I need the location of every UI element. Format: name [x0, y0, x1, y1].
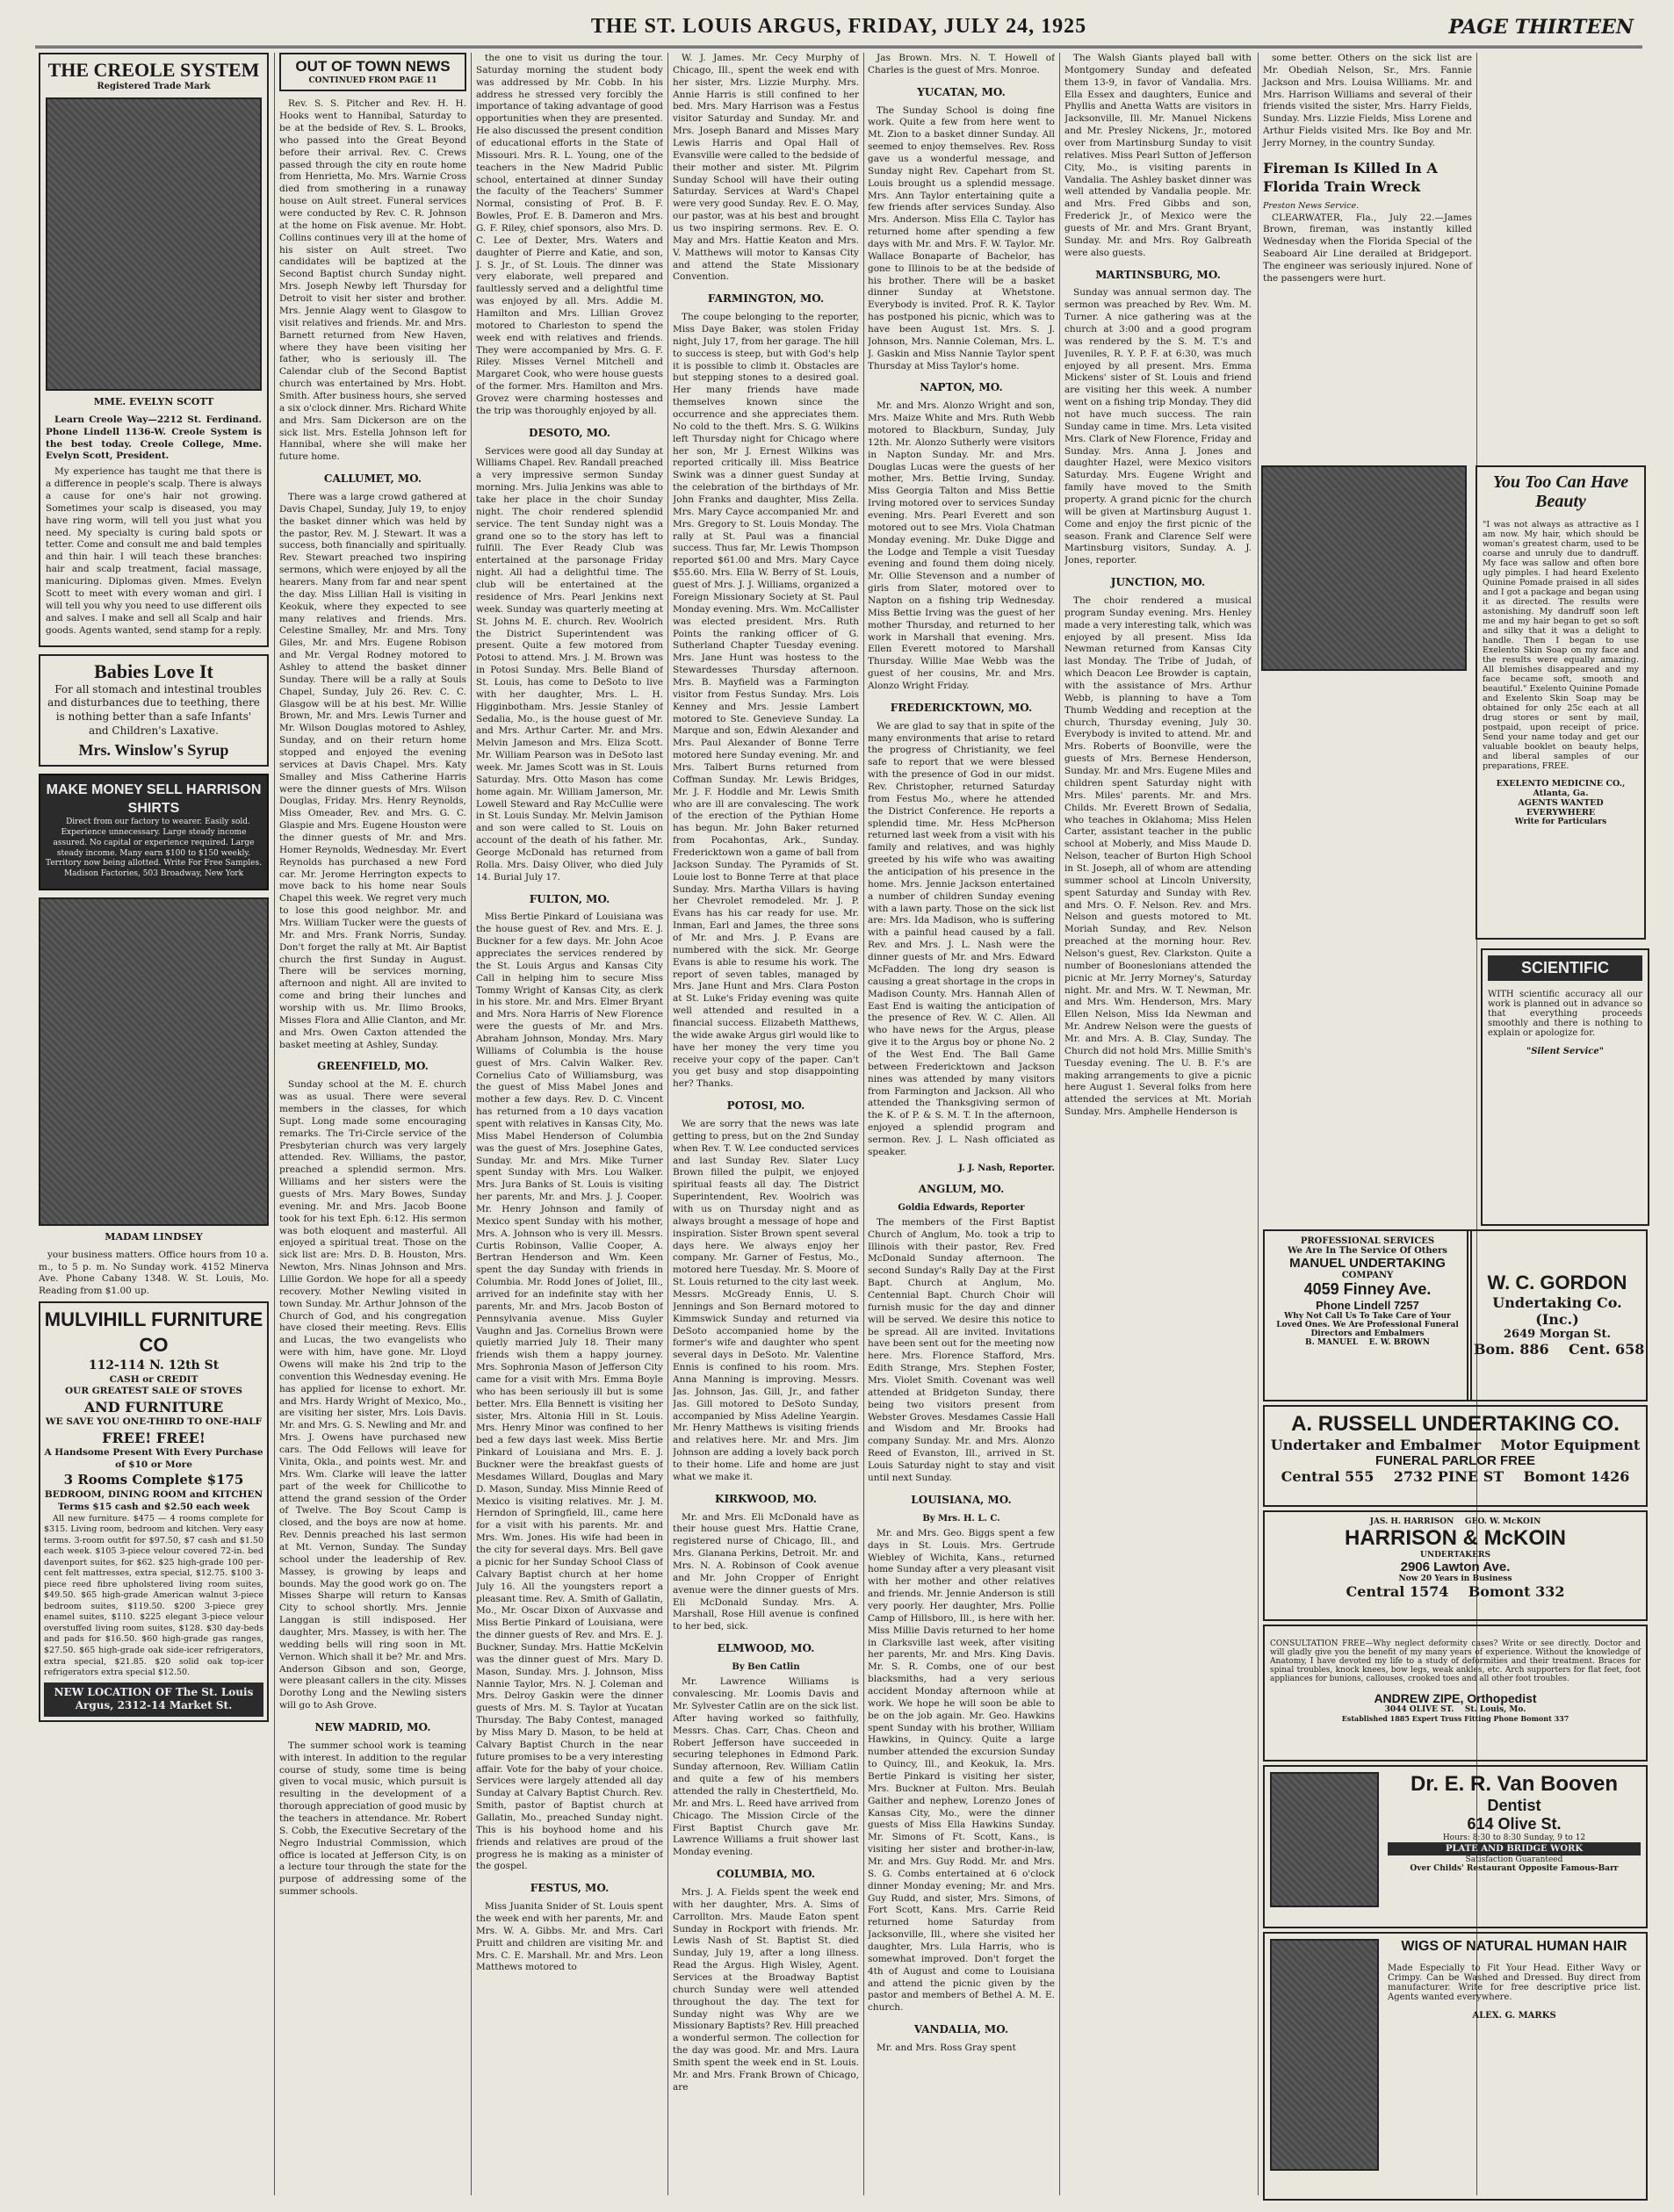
dentist-location: Over Childs' Restaurant Opposite Famous-Barr	[1410, 1864, 1619, 1873]
column-1	[39, 53, 269, 2195]
mulvihill-line: OUR GREATEST SALE OF STOVES	[65, 1386, 242, 1397]
mulvihill-line: AND FURNITURE	[83, 1399, 224, 1416]
mulvihill-line: Terms $15 cash and $2.50 each week	[57, 1501, 250, 1512]
fireman-headline: Fireman Is Killed In A Florida Train Wreck	[1263, 159, 1438, 195]
continued-note: CONTINUED FROM PAGE 11	[308, 76, 437, 86]
section-heading: POTOSI, MO.	[726, 1099, 805, 1113]
russell-undertaking-ad	[1263, 1405, 1648, 1507]
creole-body: My experience has taught me that there is a difference in people's scalp. There is always a cause for one's hair not growing. Sometimes your scalp is diseased, you may have ring worm, will tell you just what you need. My specialty is curing bald spots or tetter. Come and consult me and bald temples and thin hair. I will teach these branches: hair and scalp treatment, facial massage, manicuring. Diplomas given. Mmes. Evelyn Scott to meet with every woman and girl. I will tell you why you need to use different oils and salves. I make and sell all Scalp and hair goods. Agents wanted, send stamp for a reply.	[46, 466, 262, 636]
lindsey-caption: MADAM LINDSEY	[105, 1231, 203, 1243]
silent-service: "Silent Service"	[1526, 1047, 1604, 1056]
wigs-company: ALEX. G. MARKS	[1472, 2011, 1556, 2021]
article-text: Mr. and Mrs. Alonzo Wright and son, Mrs. Maize White and Mrs. Ruth Webb motored to Blackburn, Sunday, July 12th. Mr. Alonzo Sutherly were visitors in Napton Sunday. Mr. and Mrs. Douglas Lucas were the guests of her mother, Mrs. Bettie Irving, Sunday. Miss Georgia Talton and Miss Bettie Irving motored over to services Sunday evening. Mrs. Pearl Everett and son motored out to see Mrs. Viola Chatman Monday evening. Mr. Duke Digge and the Lodge and Temple a visit Tuesday evening and found them doing nicely. Mr. Ollie Stevenson and a number of girls from Slater, motored over to Napton on a fishing trip Wednesday. Miss Bettie Irving was the guest of her mother Thursday, and returned to her work in Marshall that evening. Mrs. Ellen Everett motored to Marshall Thursday. Willie Mae Webb was the guest of her cousins, Mr. and Mrs. Alonzo Wright Friday.	[868, 400, 1055, 692]
section-heading: NAPTON, MO.	[920, 381, 1003, 394]
portrait-photo	[46, 97, 262, 391]
manuel-phone: Phone Lindell 7257	[1316, 1299, 1419, 1312]
article-text: Miss Bertie Pinkard of Louisiana was the house guest of Rev. and Mrs. E. J. Buckner for a few days. Mr. John Acoe appreciates the services rendered by the St. Louis Argus and Kansas City Call in helping him to secure Miss Tommy Wright of Kansas City, as clerk in his store. Mr. and Mrs. Elmer Bryant and Mrs. Nora Harris of New Florence were the guests of Mr. and Mrs. Abraham Johnson, Monday. Mrs. Mary Williams of Columbia is the house guest of Mrs. Calvin Walker. Rev. Cornelius Cato of Williamsburg, was the guest of Miss Mabel Jones and mother a few days. Rev. D. C. Vincent has returned from a 10 days vacation spent with relatives in Kansas City, Mo. Miss Mabel Henderson of Columbia was the guest of Mrs. Josephine Gates, Sunday. Mr. and Mrs. Mike Turner spent Sunday with Mrs. Lou Walker. Mrs. Jura Banks of St. Louis is visiting her parents, Mr. and Mrs. J. J. Cooper. Mr. Henry Johnson and family of Mexico spent Sunday with his mother, Mrs. A. Johnson who is very ill. Messrs. Curtis Robinson, Vallie Cooper, A. Bertran Henderson and Wm. Keen spent the day Sunday with friends in Columbia. Mr. Rodd Jones of Joliet, Ill., arrived for an indefinite stay with her parents, Mr. and Mrs. Jacob Boston of Pennsylvania avenue. Miss Guyler Vaughn and Jas. Cornelius Brown were quietly married July 18. Their many friends wish them a happy journey. Mrs. Sophronia Mason of Jefferson City came for a visit with Mrs. Emma Boyle who has been seriously ill but is some better. Mrs. Ella Bennett is visiting her sister, Mrs. Altonia Hill in St. Louis. Mrs. Henry Minor was confined to her bed a few days last week. Miss Bertie Pinkard of Louisiana and Mrs. E. J. Buckner were the breakfast guests of Mesdames Willard, Douglas and Mary D. Mason, Sunday. Miss Minnie Reed of Mexico is visiting relatives. Mr. J. M. Herndon of Springfield, Ill., came here for a visit with his parents. Mr. and Mrs. Wm. Jones. His wife had been in the city for several days. Mrs. Bell gave a picnic for her Sunday School Class of Calvary Baptist church at her home July 16. All the youngsters report a pleasant time. Rev. A. Smith of Gallatin, Mo., Mr. Oscar Dixon of Auxvasse and Miss Bertie Pinkard of Louisiana, were the dinner guests of Rev. and Mrs. E. J. Buckner, Sunday. Mrs. Hattie McKelvin was the dinner guest of Mrs. Mary D. Mason, Sunday. Mrs. J. Johnson, Miss Nannie Taylor, Mrs. N. J. Coleman and Mrs. Delroy Gaskin were the dinner guests of Mrs. M. S. Taylor at Yucatan Thursday. The Baby Contest, managed by Miss Mary D. Mason, to be held at Calvary Baptist Church in the near future promises to be a very interesting affair. Vote for the baby of your choice. Services were largely attended all day Sunday at Calvary Baptist Church. Rev. Smith, pastor of Baptist church at Gallatin, Mo., preached Sunday night. This is his boyhood home and his friends and relatives are proud of the progress he is making as a minister of the gospel.	[476, 911, 663, 1872]
masthead-title: THE ST. LOUIS ARGUS, FRIDAY, JULY 24, 1925	[590, 14, 1087, 38]
section-heading: KIRKWOOD, MO.	[715, 1492, 817, 1505]
prof-services-sub: We Are In The Service Of Others	[1288, 1246, 1447, 1256]
article-text: CLEARWATER, Fla., July 22.—James Brown, fireman, was instantly killed Wednesday when the Florida Special of the Seaboard Air Line derailed at Bridgeport. The engineer was seriously injured. None of the passengers were hurt.	[1263, 212, 1472, 284]
write-particulars: Write for Particulars	[1514, 818, 1607, 826]
article-text: Mr. and Mrs. Eli McDonald have as their house guest Mrs. Hattie Crane, registered nurse of Chicago, Ill., and Mrs. Glanana Perkins, Detroit. Mr. and Mrs. N. A. Robinson of Cook avenue and Mr. John Cropper of Enright avenue were the dinner guests of Mrs. Eli McDonald Sunday. Mrs. A. Marshall, Rose Hill avenue is confined to her bed, sick.	[673, 1511, 859, 1632]
column-rule	[863, 53, 864, 2195]
reporter-signature: J. J. Nash, Reporter.	[958, 1163, 1055, 1173]
russell-contact: Central 555 2732 PINE ST Bomont 1426	[1281, 1468, 1630, 1485]
article-text: W. J. James. Mr. Cecy Murphy of Chicago, Ill., spent the week end with her sister, Mrs. Lizzie Murphy. Mrs. Annie Harris is still confined to her bed. Mrs. Mary Harrison was a Festus visitor Saturday and Sunday. Mr. and Mrs. Joseph Banard and Misses Mary Lewis Harris and Opal Hall of Evansville were called to the bedside of their mother and sister. Mt. Pilgrim Sunday School will have their outing Saturday. Services at Ward's Chapel were very good Sunday. Rev. E. O. May, our pastor, was at his best and brought us two inspiring sermons. Rev. E. O. May and Mrs. Hattie Keaton and Mrs. V. Matthews will motor to Kansas City and attend the State Missionary Convention.	[673, 53, 859, 283]
column-7-text	[1263, 53, 1472, 285]
mulvihill-list: All new furniture. $475 — 4 rooms complete for $315. Living room, bedroom and kitchen. Very easy terms. 3-room outfit for $97.50, $7 cash and $1.50 each week. $105 3-piece velour covered 72-in. bed davenport suites, for $62. $25 high-grade 100 per-cent felt mattresses, extra special, $12.75. $100 3-piece reed fibre upholstered living room suites, $49.50. $65 high-grade American walnut 3-piece bedroom suites, $119.50. $200 3-piece grey enamel suites, $110. $225 elegant 3-piece velour overstuffed living room suites, $128. $30 day-beds and pads for $16.50. $60 high-grade gas ranges, $27.50. $65 high-grade oak side-icer refrigerators, extra special, $21.85. $20 solid oak top-icer refrigerators extra special $12.50.	[44, 1513, 263, 1678]
gordon-phone: Bom. 886 Cent. 658	[1474, 1341, 1645, 1358]
mulvihill-title: MULVIHILL FURNITURE CO	[44, 1308, 263, 1357]
column-rule	[471, 53, 472, 2195]
byline: By Mrs. H. L. C.	[922, 1513, 1000, 1524]
column-5	[868, 53, 1055, 2195]
dentist-title: Dentist	[1487, 1797, 1541, 1814]
harrison-years: Now 20 Years in Business	[1398, 1574, 1512, 1583]
harrison-address: 2906 Lawton Ave.	[1400, 1560, 1511, 1574]
article-text: the one to visit us during the tour. Saturday morning the student body was addressed by Mr. Cobb. In his address he stressed very forcibly the importance of taking advantage of good opportunities when they are presented. He also discussed the present condition of educational efforts in the State of Missouri. Mrs. R. L. Young, one of the teachers in the New Madrid Public school, entertained at dinner Sunday the faculty of the Teachers' Summer Normal, consisting of Prof. B. F. Bowles, Prof. E. B. Dameron and Mrs. G. F. Riley, chief sponsors, also Mrs. D. C. Lee of Dexter, Mrs. Waters and daughter of Pierre and Katie, and son, J. S. Jr., of St. Louis. The dinner was very elaborate, well prepared and faultlessly served and a delightful time was enjoyed by all. Mrs. Addie M. Hamilton and Mrs. Lillian Grovez motored to Charleston to spend the week end with relatives and friends. They were accompanied by Mrs. G. F. Riley. Misses Vernel Mitchell and Margaret Cook, who were house guests of the former. Mrs. Hamilton and Mrs. Grovez were charming hostesses and the trip was thoroughly enjoyed by all.	[476, 53, 663, 416]
article-text: Services were good all day Sunday at Williams Chapel. Rev. Randall preached a very impressive sermon Sunday morning. Mrs. Julia Jenkins was able to take her place in the choir Sunday night. The choir rendered splendid service. The tent Sunday night was a grand one so to the story has left to fulfill. The Ever Ready Club was entertained at the parsonage Friday night. All had a delightful time. The club will be entertained at the residence of Mrs. Pearl Jenkins next week. Sunday was quarterly meeting at St. Johns M. E. church. Rev. Woolrich the District Superintendent was present. Quite a few motored from Potosi to attend. Mrs. J. M. Brown was in Potosi Sunday. Mrs. Belle Bland of St. Louis, has come to DeSoto to live with her daughter, Mrs. L. H. Higginbotham. Mrs. Jessie Stanley of Sedalia, Mo., is the house guest of Mr. and Mrs. Arthur Carter. Mr. and Mrs. Melvin Jameson and Mrs. Eliza Scott. Mr. William Pearson was in DeSoto last week. Mr. James Scott was in St. Louis Saturday. Mrs. Otto Mason has come home again. Mr. William Jamerson, Mr. Lowell Steward and Ray McCullie were in St. Louis Sunday. Mr. Melvin Jamison and son were called to St. Louis on account of the death of his father. Mr. George McDonald has returned from Rolla. Mrs. Daisy Oliver, who died July 14. Burial July 17.	[476, 445, 663, 883]
article-text: The Sunday School is doing fine work. Quite a few from here went to Mt. Zion to a basket dinner Sunday. All seemed to enjoy themselves. Rev. Ross gave us a wonderful message, and Sunday night Rev. Capehart from St. Louis brought us a splendid message. Mrs. Ann Taylor entertaining quite a few friends after services Sunday. Also Mrs. Anderson. Miss Ella C. Taylor has returned home after spending a few days with Mr. and Mrs. F. W. Taylor. Mr. Wallace Bonaparte of Bachelor, has gone to Illinois to be at the bedside of his brother. There will be a basket dinner Sunday at Whetstone. Everybody is invited. Prof. R. K. Taylor has postponed his picnic, which was to have been August 1st. Mrs. S. J. Johnson, Mrs. Nannie Coleman, Mrs. L. J. Gaskin and Miss Nannie Taylor spent Thursday at Miss Taylor's home.	[868, 104, 1055, 371]
zipe-established: Established 1885 Expert Truss Fitting Phone Bomont 337	[1341, 1714, 1569, 1723]
wig-model-photo	[1270, 1939, 1379, 2171]
byline: By Ben Catlin	[732, 1662, 800, 1673]
article-text: The choir rendered a musical program Sunday evening. Mrs. Henley made a very interesting talk, which was enjoyed by all present. Miss Ida Newman returned from Kansas City last Monday. The Tribe of Judah, of which Deacon Lee Browder is captain, with the assistance of Mrs. Arthur Webb, is planning to have a Tom Thumb Wedding and reception at the church, Thursday evening, July 30. Everybody is invited to attend. Mr. and Mrs. Roberts of Boonville, were the guests of Mrs. Bernese Henderson, Sunday. Mr. and Mrs. Eugene Miles and children spent Saturday night with Mrs. Miles' parents. Mr. and Mrs. Childs. Mr. Everett Brown of Sedalia, who teaches in Oklahoma; Miss Helen Carter, assistant teacher in the public school at Moberly, and Miss Maude D. Nelson, teacher of Burton High School in St. Joseph, all of whom are attending summer school at Lincoln University, spent Saturday and Sunday with Rev. and Mrs. O. F. Nelson. Rev. and Mrs. Nelson and guests motored to Mt. Moriah Sunday, and Rev. Nelson preached at the morning hour. Rev. Nelson's guest, Rev. Clarkston. Quite a number of Booneslonians attended the picnic at Mr. Jerry Morney's, Saturday night. Mr. and Mrs. W. T. Newman, Mr. and Mrs. Wm. Henderson, Mrs. Mary Ellen Nelson, Miss Ida Newman and Mr. Andrew Nelson were the guests of Mr. and Mrs. A. B. Clay, Sunday. The Church did not hold Mrs. Millie Smith's Tuesday evening. The U. B. F.'s are making arrangements to give a picnic here August 1. Several folks from here attended the services at Mt. Moriah Sunday. Mrs. Amphelle Henderson is	[1064, 595, 1252, 1118]
lindsey-body: your business matters. Office hours from 10 a. m., to 5 p. m. No Sunday work. 4152 Minerva Ave. Phone Cabany 1348. W. St. Louis, Mo. Reading from $1.00 up.	[39, 1249, 269, 1297]
babies-love-it-ad	[39, 654, 269, 766]
article-text: The Walsh Giants played ball with Montgomery Sunday and defeated them 13-9, in favor of Vandalia. Mrs. Ella Essex and daughters, Eunice and Phyllis and Anetta Watts are visitors in Jacksonville, Ill. Mr. Manuel Nickens and Mr. Presley Nickens, Jr., motored over from Martinsburg Sunday to visit relatives. Miss Pearl Sutton of Jefferson City, Mo., is visiting parents in Vandalia. The Ashley basket dinner was well attended by Vandalia people. Mr. and Mrs. Fred Gibbs and son, Frederick Jr., of Mexico were the guests of Mr. and Mrs. Grant Bryant, Sunday. Mr. and Mrs. Roy Galbreath were also guests.	[1064, 53, 1252, 258]
prof-services: PROFESSIONAL SERVICES	[1300, 1236, 1435, 1246]
vanbooven-dentist-ad	[1263, 1765, 1648, 1928]
harrison-phones: Central 1574 Bomont 332	[1346, 1583, 1565, 1600]
section-heading: MARTINSBURG, MO.	[1095, 268, 1221, 281]
zipe-orthopedist-ad	[1263, 1625, 1648, 1762]
shirts-title: MAKE MONEY SELL HARRISON SHIRTS	[46, 782, 262, 816]
creole-lead: Learn Creole Way—2212 St. Ferdinand. Phone Lindell 1136-W. Creole System is the best today. Creole College, Mme. Evelyn Scott, President.	[46, 414, 262, 462]
section-heading: CALLUMET, MO.	[323, 472, 422, 486]
mulvihill-line: A Handsome Present With Every Purchase of $10 or More	[44, 1447, 263, 1471]
article-text: We are glad to say that in spite of the many environments that arise to retard the progress of Christianity, we feel safe to report that we were blessed with the presence of God in our midst. Rev. Christopher, returned Saturday from Festus Mo., where he attended the District Conference. He reports a splendid time. Mr. Hess McPherson returned last week from a visit with his family and relatives, and was highly greeted by his wife who was awaiting the anticipation of his presence in the home. Mrs. Jennie Jackson entertained a number of children Sunday evening with a lawn party. Those on the sick list are: Mrs. Ida Madison, who is suffering with a painful head caused by a fall. Rev. and Mrs. J. L. Nash were the dinner guests of Mr. and Mrs. Edward McFadden. The long dry season is causing a great shortage in the crops in Madison County. Mrs. Hannah Allen of East End is waiting the anticipation of the presence of Rev. W. C. Allen. All who have news for the Argus, please give it to the Argus boy or phone No. 2 of the West End. The Ball Game between Fredericktown and Jackson nines was attended by many visitors from Farmington and Jackson. All who attended the Thanksgiving sermon of the K. of P. & S. M. T. In the afternoon, enjoyed a splendid program and sermon. Rev. J. L. Nash officiated as speaker.	[868, 720, 1055, 1157]
article-text: Mr. and Mrs. Ross Gray spent	[877, 2043, 1016, 2053]
exelento-company: EXELENTO MEDICINE CO., Atlanta, Ga.	[1496, 779, 1626, 798]
section-heading: ANGLUM, MO.	[918, 1182, 1005, 1195]
beauty-body: "I was not always as attractive as I am now. My hair, which should be woman's greatest charm, used to be coarse and unruly due to dandruff. My face was sallow and often bore ugly pimples. I had heard Exelento Quinine Pomade praised in all sides and I got a package and began using it as directed. The results were astonishing. My dandruff soon left me and my hair began to get so soft and silky that it was a delight to handle. Then I began to use Exelento Skin Soap on my face and the results were equally amazing. All blemishes disappeared and my face became soft, smooth and beautiful." Exelento Quinine Pomade and Exelento Skin Soap may be obtained for only 25c each at all drug stores or sent by mail, postpaid, upon receipt of price. Send your name today and get our valuable booklet on beauty helps, and liberal samples of our preparations, FREE.	[1483, 519, 1639, 771]
wigs-ad	[1263, 1932, 1648, 2201]
page-number: PAGE THIRTEEN	[1448, 16, 1634, 39]
beauty-ad-row	[1261, 465, 1646, 940]
article-text: The members of the First Baptist Church of Anglum, Mo. took a trip to Illinois with their pastor, Rev. Fred McDonald Sunday afternoon. The second Sunday's Rally Day at the First Bapt. Church at Anglum, Mo. Centennial Bapt. Church Choir will furnish music for the day and dinner will be served. We desire this notice to be spread. All are invited. Invitations have been sent out for the meeting now here. Mrs. Florence Stafford, Mrs. Edith Strange, Mrs. Stephen Foster, Mrs. Violet Smith. Covenant was well attended at Bridgeton Sunday, there being two visitors present from Webster Groves. Mesdames Cassie Hall and Wisdom and Mr. Brooks had company Sunday. Mr. and Mrs. Alonzo Reed of Evanston, Ill., arrived in St. Louis Saturday night to stay and visit until next Sunday.	[868, 1216, 1055, 1483]
mulvihill-line: 3 Rooms Complete $175	[63, 1472, 244, 1488]
creole-title: THE CREOLE SYSTEM	[47, 59, 260, 81]
mulvihill-line: CASH or CREDIT	[109, 1373, 198, 1385]
article-text: We are sorry that the news was late getting to press, but on the 2nd Sunday when Rev. T. W. Lee conducted services and last Sunday Rev. Slater Lucy Brown filled the pulpit, we enjoyed spiritual feasts all day. The District Superintendent, Rev. Woolrich was with us on Thursday night and as always brought a message of hope and inspiration. Sister Brown spent several days here. We always enjoy her company. Mr. Garner of Festus, Mo., motored here Tuesday. Mr. S. Moore of St. Louis returned to the city last week. Messrs. McGready Ennis, U. S. Jennings and Son Bernard motored to Kimmswick Sunday and returned via DeSoto accompanied home by the former's wife and daughter who spent several days in DeSoto. Mr. Valentine Ennis is confined to his room. Mrs. Anna Manning is improving. Messrs. Jas. Johnson, Jas. Gill, Jr., and father Jas. Gill motored to DeSoto Sunday, accompanied by Miss Adeline Yeargin. Mr. Henry Matthews is visiting friends and relatives here. Mr. and Mrs. Jim Johnson are adding a lovely back porch to their home. Life and home are just what we make it.	[673, 1118, 859, 1482]
column-rule	[274, 53, 275, 2195]
harrison-name: HARRISON & McKOIN	[1344, 1526, 1566, 1550]
article-text: The coupe belonging to the reporter, Miss Daye Baker, was stolen Friday night, July 17, from her garage. The hill to success is steep, but with God's help it is possible to climb it. Obstacles are but stepping stones to a desired goal. Her many friends have made themselves known since the occurrence and she appreciates them. No cold to the theft. Mrs. S. G. Wilkins left Thursday night for Chicago where her son, Mr J. Ernest Wilkins was reported critically ill. Miss Beatrice Swink was a dinner guest Sunday at the celebration of the birthdays of Mr. John Franks and daughter, Miss Zella. Mrs. Mary Cayce accompanied Mr. and Mrs. Gregory to St. Louis Monday. The rally at St. Paul was a financial success. Thus far, Mr. Lewis Thompson reported $61.00 and Mrs. Mary Cayce $55.60. Mrs. Ella W. Berry of St. Louis, guest of Mrs. J. J. Williams, organized a Foreign Missionary Society at St. Paul Monday evening. Mrs. Wm. McCallister was elected president. Mrs. Ruth Points the ranking officer of G. Sutherland Chapter Tuesday evening. Mrs. Jane Hunt was hostess to the Stewardesses Thursday afternoon. Mrs. B. Mayfield was a Farmington visitor from Festus Sunday. Mrs. Lois Kenney and Mrs. Jessie Lambert motored to Ste. Genevieve Sunday. La Marque and son, Edwin Alexander and Mrs. Paul Alexander of Bonne Terre motored here Sunday evening. Mr. and Mrs. Talbert Burns returned from Coffman Sunday. Mr. Lewis Bridges, Mr. J. F. Hoddle and Mr. Lewis Smith who are ill are convalescing. The work of the erection of the Pythian Home has begun. Mr. John Baker returned from Pocahontas, Ark., Sunday. Fredericktown won a game of ball from Jackson Sunday. The Pyramids of St. Louie lost to Bonne Terre at that place Sunday. Mrs. Martha Villars is having her Chevrolet remodeled. Mr. J. P. Evans has his car ready for use. Mr. Inman, Earl and James, the three sons of Mr. and Mrs. J. P. Evans are numbered with the sick. Mr. George Evans is able to resume his work. The report of seven tables, managed by Mrs. Jane Hunt and Mrs. Clara Poston at St. Luke's Friday evening was quite well attended and resulted in a financial success. Elizabeth Matthews, the wide awake Argus girl would like to have her money the very time you receive your copy of the paper. Can't you get busy and stop disappointing her? Thanks.	[673, 312, 859, 1090]
section-heading: COLUMBIA, MO.	[716, 1868, 816, 1881]
column-2	[279, 53, 466, 2195]
section-heading: FESTUS, MO.	[530, 1882, 610, 1895]
manuel-undertaking-ad	[1263, 1229, 1472, 1401]
zipe-name: ANDREW ZIPE, Orthopedist	[1374, 1691, 1537, 1705]
woman-portrait	[1261, 465, 1467, 671]
beauty-title: You Too Can Have Beauty	[1492, 472, 1629, 511]
section-heading: ELMWOOD, MO.	[717, 1642, 815, 1655]
dentist-hours: Hours: 8:30 to 8:30 Sunday, 9 to 12	[1442, 1834, 1586, 1842]
plate-bridge-work: PLATE AND BRIDGE WORK	[1388, 1842, 1641, 1855]
article-text: Mr. and Mrs. Geo. Biggs spent a few days in St. Louis. Mrs. Gertrude Wiebley of Wichita, Kans., returned home Sunday after a very pleasant visit with her mother and other relatives and friends. Mr. Jennie Anderson is still very poorly. Her daughter, Mrs. Pollie Camp of Hillsboro, Ill., is here with her. Miss Millie Davis returned to her home in Clarksville last week, after visiting her parents, Mr. and Mrs. King Davis. Mr. S. R. Combs, one of our best blacksmiths, had a very serious accident Monday afternoon while at work. We hope he will soon be able to be on the job again. Mr. Geo. Hawkins spent Sunday with his brother, William Hawkins, in Quincy. Quite a large number attended the excursion Sunday to Quincy, Ill., and Keokuk, Ia. Mrs. Bertie Pinkard is visiting her sister, Mrs. Buckner at Fulton. Mrs. Beulah Gaither and nephew, Lorenzo Jones of Kansas City, Mo., were the dinner guests of Miss Ella Hawkins Sunday. Mr. Simons of Ft. Scott, Kans., is visiting her sister and brother-in-law, Mr. and Mrs. Guy Rodd. Mr. and Mrs. S. G. Combs entertained at 6 o'clock dinner Monday evening; Mr. and Mrs. Guy Rudd, and sister, Mrs. Simons, of Fort Scott, Kans. Mrs. Carrie Reid returned home Saturday from Jacksonville, Ill., where she visited her daughter, Mrs. Lula Harris, who is somewhat improved. Don't forget the 4th of August and come to Louisiana and attend the picnic given by the pastor and members of Bethel A. M. E. church.	[868, 1527, 1055, 2014]
gordon-undertaking-ad	[1467, 1229, 1648, 1401]
wigs-title: WIGS OF NATURAL HUMAN HAIR	[1401, 1939, 1627, 1954]
section-heading: DESOTO, MO.	[529, 426, 610, 439]
article-text: Sunday was annual sermon day. The sermon was preached by Rev. Wm. M. Turner. A nice gathering was at the church at 3:00 and a good program was rendered by the S. M. T.'s and Juveniles, R. Y. P. F. at 6:30, was much enjoyed by all present. Mrs. Emma Mickens' sister of St. Louis and friend are visiting her this week. A number went on a fishing trip Monday. They did not have much success. The rain Sunday came in time. Mrs. Leta visited Mrs. Clark of New Florence, Friday and Sunday. Mrs. Anna J. Jones and daughter Hazel, were Mexico visitors Saturday. Mrs. Eugene Wright and family have moved to the Smith property. A grand picnic for the church will be given at Martinsburg August 1. Come and enjoy the first picnic of the season. Frank and Clarence Self were Martinsburg visitors, Sunday. A. J. Jones, reporter.	[1064, 287, 1252, 566]
out-of-town-header	[279, 53, 466, 91]
section-heading: JUNCTION, MO.	[1110, 576, 1206, 589]
news-service: Preston News Service.	[1263, 201, 1360, 212]
dentist-name: Dr. E. R. Van Booven	[1410, 1772, 1619, 1796]
agents-wanted: AGENTS WANTED EVERYWHERE	[1518, 798, 1604, 818]
gordon-company: Undertaking Co. (Inc.)	[1492, 1294, 1622, 1328]
scientific-title: SCIENTIFIC	[1488, 955, 1642, 981]
lindsey-photo	[39, 897, 269, 1226]
article-text: There was a large crowd gathered at Davis Chapel, Sunday, July 19, to enjoy the basket dinner which was held by the pastor, Rev. M. J. Stewart. It was a success, both financially and spiritually. Rev. Stewart preached two inspiring sermons, which were enjoyed by all the hearers. Many from far and near spent the day. Miss Lillian Hall is visiting in Keokuk, where they expected to see many relatives and friends. Mrs. Celestine Smalley, Mr. and Mrs. Tony Giles, Mr. and Mrs. Eugene Robison and Mr. Vergal Rodney motored to Ashley to attend the basket dinner Sunday. There will be a rally at Souls Chapel, Sunday, July 26. Rev. C. C. Glasgow will be at his best. Mr. Willie Brown, Mr. and Mrs. Lewis Turner and Mr. Wilson Douglas motored to Ashley, Sunday, and on their return home stopped and enjoyed the evening services at Davis Chapel. Mrs. Katy Smalley and Miss Catherine Harris were the dinner guests of Mrs. Wilson Douglas, Friday. Mrs. Henry Reynolds, Miss Omeader, Rev. and Mrs. G. C. Glaspie and Mrs. Eugene Houston were the dinner guests of Mr. and Mrs. Homer Reynolds, Wednesday. Mr. Evert Reynolds has purchased a new Ford car. Mr. Jerome Herrington expects to move back to his home near Souls Chapel this week. We regret very much to lose this good neighbor. Mr. and Mrs. William Tucker were the guests of Mr. and Mrs. Frank Norris, Sunday. Don't forget the rally at Mt. Air Baptist church the first Sunday in August. There will be services morning, afternoon and night. All are invited to come and bring their lunches and worship with us. Mr. Ilimo Brooks, Misses Flora and Allie Clanton, and Mr. and Mrs. Owen Caxton attended the basket meeting at Ashley, Sunday.	[279, 491, 466, 1050]
mulvihill-ad	[39, 1301, 269, 1722]
dentist-address: 614 Olive St.	[1467, 1815, 1562, 1833]
section-heading: VANDALIA, MO.	[913, 2023, 1009, 2036]
byline: Goldia Edwards, Reporter	[898, 1202, 1025, 1213]
satisfaction-guaranteed: Satisfaction Guaranteed	[1465, 1855, 1563, 1864]
manuel-name: MANUEL UNDERTAKING	[1289, 1256, 1446, 1271]
section-heading: LOUISIANA, MO.	[911, 1493, 1012, 1506]
manuel-company: COMPANY	[1341, 1271, 1394, 1280]
winslow-brand: Mrs. Winslow's Syrup	[78, 740, 229, 759]
russell-name: A. RUSSELL UNDERTAKING CO.	[1291, 1412, 1620, 1436]
section-heading: FREDERICKTOWN, MO.	[890, 701, 1033, 714]
harrison-undertakers: UNDERTAKERS	[1420, 1551, 1490, 1560]
mulvihill-line: BEDROOM, DINING ROOM and KITCHEN	[44, 1488, 263, 1500]
section-heading: FARMINGTON, MO.	[707, 292, 825, 306]
section-heading: GREENFIELD, MO.	[317, 1060, 429, 1073]
scientific-ad	[1481, 948, 1649, 1226]
masthead	[35, 7, 1642, 48]
argus-location: NEW LOCATION OF The St. Louis Argus, 2312-14 Market St.	[44, 1682, 263, 1718]
article-text: some better. Others on the sick list are Mr. Obediah Nelson, Sr., Mrs. Fannie Jackson and Mrs. Louisa Williams. Mr. and Mrs. Harrison Williams and several of their friends visited the sister, Mrs. Harry Fields, Sunday. Mrs. Lizzie Fields, Miss Lorene and Arthur Fields visited Mrs. Ike Boy and Mr. Jerry Morney, in the country Sunday.	[1263, 53, 1472, 149]
mulvihill-address: 112-114 N. 12th St	[88, 1358, 220, 1373]
russell-funeral: FUNERAL PARLOR FREE	[1375, 1453, 1535, 1468]
out-of-town-title: OUT OF TOWN NEWS	[295, 58, 451, 75]
article-text: Jas Brown. Mrs. N. T. Howell of Charles is the guest of Mrs. Monroe.	[868, 53, 1055, 76]
zipe-address: 3044 OLIVE ST. St. Louis, Mo.	[1384, 1705, 1526, 1714]
exelento-ad	[1476, 465, 1646, 940]
article-text: Mr. Lawrence Williams is convalescing. Mr. Loomis Davis and Mr. Sylvester Catlin are on the sick list. After having worked so faithfully, Messrs. Chas. Carr, Chas. Cheon and Robert Jefferson have succeeded in securing telephones in Edmond Park. Sunday afternoon, Rev. William Catlin and quite a few of his members attended the rally in Chestertfield, Mo. Mr. and Mrs. L. Reed have arrived from Chicago. The Mission Circle of the First Baptist Church gave Mr. Lawrence Williams a fruit shower last Monday evening.	[673, 1676, 859, 1858]
mulvihill-line: FREE! FREE!	[102, 1430, 206, 1447]
section-heading: FULTON, MO.	[529, 892, 610, 905]
russell-line: Undertaker and Embalmer Motor Equipment	[1270, 1437, 1641, 1453]
babies-body: For all stomach and intestinal troubles and disturbances due to teething, there is nothing better than a safe Infants' and Children's Laxative.	[47, 682, 262, 738]
dentist-portrait	[1270, 1772, 1379, 1907]
mulvihill-line: WE SAVE YOU ONE-THIRD TO ONE-HALF	[45, 1416, 263, 1428]
gordon-name: W. C. GORDON	[1487, 1272, 1627, 1293]
shirts-body: Direct from our factory to wearer. Easily sold. Experience unnecessary. Large steady income assured. No capital or experience required. Large steady income. Many earn $100 to $150 weekly. Territory now being allotted. Write For Free Samples. Madison Factories, 503 Broadway, New York	[46, 817, 262, 879]
article-text: Mrs. J. A. Fields spent the week end with her daughter, Mrs. A. Sims of Carrollton. Mrs. Maude Eaton spent Sunday in Rockport with friends. Mr. Lewis Nash of St. Baptist St. died Sunday, July 19, after a long illness. Read the Argus. High Wisley, Agent. Services at the Broadway Baptist church Sunday were well attended throughout the day. The text for Sunday night was Why are we Missionary Baptists? Rev. Hill preached a wonderful sermon. The collection for the day was good. Mr. and Mrs. Laura Smith spent the week end in St. Louis. Mr. and Mrs. Frank Brown of Chicago, are	[673, 1886, 859, 2093]
harrison-shirts-ad	[39, 774, 269, 890]
babies-title: Babies Love It	[94, 660, 213, 683]
creole-system-ad	[39, 53, 269, 647]
column-rule	[1258, 53, 1259, 2195]
column-rule	[667, 53, 668, 2195]
column-4	[673, 53, 859, 2195]
gordon-address: 2649 Morgan St.	[1503, 1328, 1612, 1341]
article-text: Sunday school at the M. E. church was as usual. There were several members in the classes, for which Supt. Long made some encouraging remarks. The Tri-Circle service of the Presbyterian church was very largely attended. Rev. Williams, the pastor, preached a splendid sermon. Mrs. Williams and her sisters were the guests of Mrs. Mary Bowes, Sunday evening. Mr. and Mrs. Jacob Boone took for his text Eph. 6:12. His sermon was both eloquent and masterful. All enjoyed a spiritual treat. Those on the sick list are: Mrs. D. B. Houston, Mrs. Newton, Mrs. Ninas Johnson and Mrs. Lillie Gordon. We hope for all a speedy recovery. Mother Newling visited in town Sunday. Mr. Arthur Johnson of the Church of God, and his congregation have closed their meeting. Revs. Ellis and Lucas, the two evangelists who were with him, have gone. Mr. Lloyd Owens will make his 2nd trip to the convention this Wednesday evening. He has applied for license to exhort. Mr. and Mrs. Hardy Wright of Mexico, Mo., are visiting her sister, Mrs. Lois Davis. Mr. and Mrs. G. S. Newling and Mr. and Mrs. J. Owens have purchased new cars. The Odd Fellows will leave for Vinita, Okla., and points west. Mr. and Mrs. Wm. Clarke will leave the latter part of the week for Chillicothe to attend the grand session of the Order of Twelve. The Boy Scout Camp is closed, and the boys are now at home. Rev. Dennis preached his last sermon at Mt. Vernon, Sunday. The Sunday school under the leadership of Rev. Massey, is growing by leaps and bounds. May the good work go on. The Misses Sharpe will return to Kansas City to school shortly. Mrs. Jennie Langgan is still indisposed. Her daughter, Mrs. Massey, is with her. The wedding bells will ring soon in Mt. Vernon. Which shall it be? Mr. and Mrs. Anderson Gibson and son, George, were pleasant callers in the city. Misses Dorothy Long and the Newling sisters will go to Ash Grove.	[279, 1079, 466, 1711]
manuel-tagline: Why Not Call Us To Take Care of Your Loved Ones. We Are Professional Funeral Directors and Embalmers	[1276, 1312, 1459, 1338]
harrison-names: JAS. H. HARRISON GEO. W. McKOIN	[1369, 1517, 1541, 1526]
creole-trademark: Registered Trade Mark	[97, 82, 211, 92]
wigs-body: Made Especially to Fit Your Head. Either Wavy or Crimpy. Can be Washed and Dressed. Buy direct from manufacturer. Write for free descriptive price list. Agents wanted everywhere.	[1388, 1963, 1641, 2002]
zipe-body: CONSULTATION FREE—Why neglect deformity cases? Write or see directly. Doctor and will gladly give you the benefit of my many years of experience. Without the knowledge of Anatomy, I have devoted my life to a study of deformities and their treatment. Braces for spinal troubles, knock knees, bow legs, weak ankles, etc. Arch supporters for flat feet, foot appliances for bunions, callouses, crooked toes and all other foot troubles.	[1270, 1639, 1641, 1683]
section-heading: NEW MADRID, MO.	[314, 1720, 431, 1733]
column-6	[1064, 53, 1252, 2195]
article-text: Miss Juanita Snider of St. Louis spent the week end with her parents, Mr. and Mrs. W. A. Gibbs. Mr. and Mrs. Carl Pruitt and children are visiting Mr. and Mrs. C. E. Marshall. Mr. and Mrs. Leon Matthews motored to	[476, 1901, 663, 1973]
column-rule	[1059, 53, 1060, 2195]
article-text: Rev. S. S. Pitcher and Rev. H. H. Hooks went to Hannibal, Saturday to be at the bedside of Rev. S. L. Brooks, who passed into the Great Beyond before their arrival. Rev. C. Crews passed through the city en route home from Henrietta, Mo. Mrs. Warnie Cross died from smothering in a runaway house on Ault street. Funeral services were conducted by Rev. C. R. Johnson at the home on Fisk avenue. Mr. Hobt. Collins continues very ill at the home of his sister on Ault street. Two candidates will be baptized at the Second Baptist church Sunday night. Mrs. Joseph Newby left Thursday for Detroit to visit her sister and brother. Mrs. Jennie Alagy went to Glasgow to visit relatives and friends. Mr. and Mrs. Barnett returned from New Haven, where they have been visiting her father, who is seriously ill. The Calendar club of the Second Baptist church was entertained by Mrs. Hobt. Smith. After business hours, she served a six o'clock dinner. Mrs. Richard White and Mrs. Sam Dickerson are on the sick list. Mrs. Estella Johnson left for Hannibal, where she will make her future home.	[279, 98, 466, 463]
manuel-names: B. MANUEL E. W. BROWN	[1305, 1338, 1430, 1347]
scientific-body: WITH scientific accuracy all our work is planned out in advance so that everything proceeds smoothly and there is nothing to explain or apologize for.	[1488, 990, 1642, 1038]
column-3	[476, 53, 663, 2195]
article-text: The summer school work is teaming with interest. In addition to the regular course of study, some time is being given to vocal music, which pursuit is resulting in the development of a thorough appreciation of good music by the teachers in attendance. Mr. Robert S. Cobb, the Executive Secretary of the Negro Industrial Commission, which office is located at Jefferson City, is on a lecture tour through the state for the purpose of addressing some of the summer schools.	[279, 1740, 466, 1898]
section-heading: YUCATAN, MO.	[917, 85, 1006, 98]
harrison-mckoin-ad	[1263, 1510, 1648, 1621]
manuel-address: 4059 Finney Ave.	[1303, 1280, 1432, 1298]
creole-caption: MME. EVELYN SCOTT	[93, 396, 214, 408]
